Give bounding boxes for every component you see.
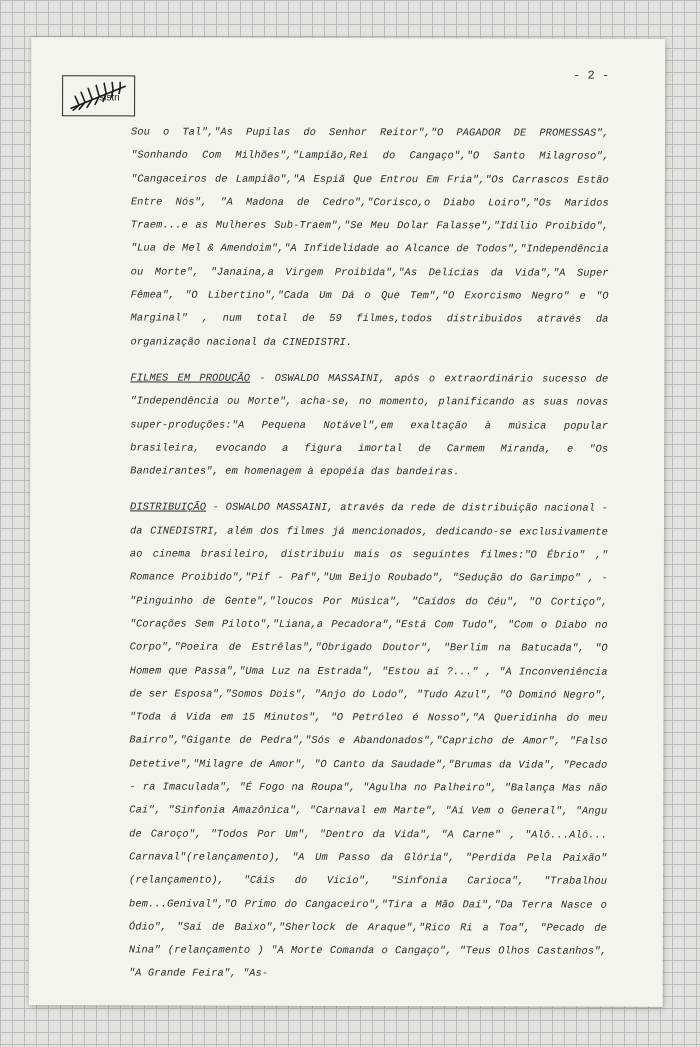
paragraph-film-list	[130, 121, 609, 355]
paragraph-text: Sou o Tal","As Pupilas do Senhor Reitor","O PAGADOR DE PROMESSAS", "Sonhando Com Milhões","Lampião,Rei do Cangaço","O Santo Milagroso", "Cangaceiros de Lampião","A Espiã Que Entrou Em Fria","Os Carrascos Estão Entre Nós", "A Madona de Cedro","Corisco,o Diabo Loiro","Os Maridos Traem...e as Mulheres Sub-Traem","Se Meu Dolar Falasse","Idílio Proibido", "Lua de Mel & Amendoim","A Infidelidade ao Alcance de Todos","Independência ou Morte", "Janaina,a Virgem Proibida","As Delícias da Vida","A Super Fêmea", "O Libertino","Cada Um Dá o Que Tem","O Exorcismo Negro" e "O Marginal" , num total de 59 filmes,todos distribuidos através da organização nacional da CINEDISTRI.	[130, 126, 610, 349]
document-page	[29, 37, 666, 1007]
logo-text: sistri	[99, 92, 120, 104]
paragraph-distribution	[129, 497, 608, 987]
paragraph-text: - OSWALDO MASSAINI, através da rede de distribuição nacional - da CINEDISTRI, além dos filmes já mencionados, dedicando-se exclusivamente ao cinema brasileiro, distribuiu mais os seguintes filmes:"O Ébrio" ," Romance Proibido","Pif - Paf","Um Beijo Roubado", "Sedução do Garimpo" , -"Pinguinho de Gente","loucos Por Música", "Caídos do Céu", "O Cortiço", "Corações Sem Piloto","Liana,a Pecadora","Está Com Tudo", "Com o Diabo no Corpo","Poeira de Estrêlas","Obrigado Doutor", "Berlim na Batucada", "O Homem que Passa","Uma Luz na Estrada", "Estou aí ?..." , "A Inconveniência de ser Esposa","Somos Dois", "Anjo do Lodo", "Tudo Azul", "O Dominó Negro", "Toda á Vida em 15 Minutos", "O Petróleo é Nosso","A Queridinha do meu Bairro","Gigante de Pedra","Sós e Abandonados","Capricho de Amor", "Falso Detetive","Milagre de Amor", "O Canto da Saudade","Brumas da Vida", "Pecado - ra Imaculada", "É Fogo na Roupa", "Agulha no Palheiro", "Balança Mas não Cai", "Sinfonia Amazônica", "Carnaval em Marte", "Aí Vem o General", "Angu de Caroço", "Todos Por Um", "Dentro da Vida", "A Carne" , "Alô...Alô... Carnaval"(relançamento), "A Um Passo da Glória", "Perdida Pela Paixão" (relançamento), "Cáis do Vicio", "Sinfonia Carioca", "Trabalhou bem...Genival","O Primo do Cangaceiro","Tira a Mão Daí","Da Terra Nasce o Ódio", "Sai de Baixo","Sherlock de Araque","Rico Ri a Toa", "Pecado de Nina" (relançamento ) "A Morte Comanda o Cangaço", "Teus Olhos Castanhos", "A Grande Feira", "As-	[128, 502, 609, 981]
document-body	[129, 121, 609, 1000]
section-heading-distribution: DISTRIBUIÇÃO	[130, 501, 207, 515]
page-number: - 2 -	[573, 68, 610, 83]
paragraph-films-in-production	[130, 367, 608, 485]
company-logo	[62, 75, 135, 116]
palm-leaf-icon	[65, 78, 131, 113]
paragraph-text: - OSWALDO MASSAINI, após o extraordinário sucesso de "Independência ou Morte", acha-se, no momento, planificando as suas novas super-produções:"A Pequena Notável",em exaltação à música popular brasileira, evocando a figura imortal de Carmem Miranda, e "Os Bandeirantes", em homenagem à epopéia das bandeiras.	[130, 372, 609, 479]
section-heading-production: FILMES EM PRODUÇÃO	[130, 372, 251, 385]
